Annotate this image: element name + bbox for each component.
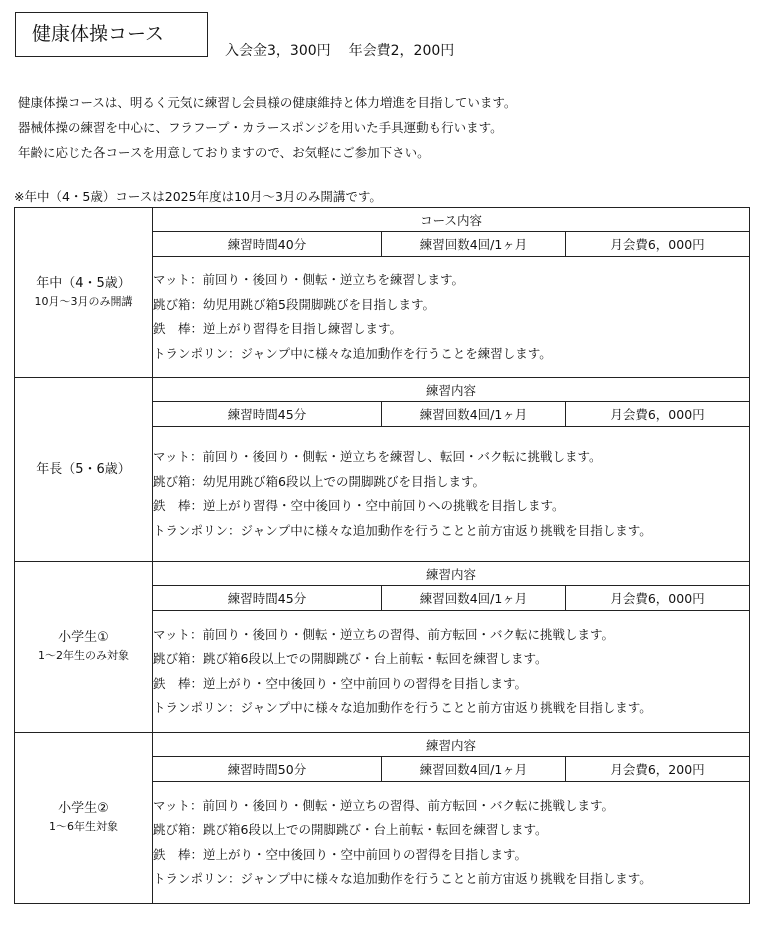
- course-content-header: コース内容: [153, 208, 750, 232]
- course-details: [153, 611, 750, 733]
- monthly-fee: 月会費6，000円: [566, 232, 750, 257]
- annual-fee: 年会費2，200円: [348, 43, 455, 59]
- monthly-fee: 月会費6，000円: [566, 402, 750, 427]
- course-subtitle: 1～6年生対象: [49, 820, 118, 833]
- course-name-cell: [15, 378, 153, 562]
- course-details: [153, 257, 750, 378]
- detail-trampoline: トランポリン：ジャンプ中に様々な追加動作を行うことと前方宙返り挑戦を目指します。: [153, 871, 652, 886]
- detail-trampoline: トランポリン：ジャンプ中に様々な追加動作を行うことを練習します。: [153, 345, 552, 361]
- course-subtitle: 1～2年生のみ対象: [38, 649, 129, 662]
- intro-line: 年齢に応じた各コースを用意しておりますので、お気軽にご参加下さい。: [18, 145, 430, 160]
- course-header-row: [15, 378, 750, 402]
- course-name: 年長（5・6歳）: [36, 461, 131, 477]
- course-name: 年中（4・5歳）: [36, 275, 131, 291]
- detail-vault: 跳び箱：幼児用跳び箱5段開脚跳びを目指します。: [153, 296, 435, 312]
- page-title: 健康体操コース: [15, 12, 208, 57]
- detail-trampoline: トランポリン：ジャンプ中に様々な追加動作を行うことと前方宙返り挑戦を目指します。: [153, 700, 652, 715]
- course-content-header: 練習内容: [153, 562, 750, 586]
- detail-mat: マット：前回り・後回り・側転・逆立ちの習得、前方転回・バク転に挑戦します。: [153, 797, 615, 813]
- course-header-row: [15, 208, 750, 232]
- schedule-note: ※年中（4・5歳）コースは2025年度は10月～3月のみ開講です。: [14, 189, 382, 204]
- detail-bar: 鉄 棒：逆上がり習得・空中後回り・空中前回りへの挑戦を目指します。: [153, 498, 565, 513]
- course-name-cell: [15, 733, 153, 904]
- detail-bar: 鉄 棒：逆上がり習得を目指し練習します。: [153, 321, 403, 336]
- course-content-header: 練習内容: [153, 378, 750, 402]
- practice-time: 練習時間45分: [153, 402, 382, 427]
- detail-vault: 跳び箱：跳び箱6段以上での開脚跳び・台上前転・転回を練習します。: [153, 822, 548, 837]
- course-details: [153, 427, 750, 562]
- course-header-row: [15, 562, 750, 586]
- detail-vault: 跳び箱：幼児用跳び箱6段以上での開脚跳びを目指します。: [153, 473, 485, 489]
- course-header-row: [15, 733, 750, 757]
- intro-line: 器械体操の練習を中心に、フラフープ・カラースポンジを用いた手具運動も行います。: [18, 120, 503, 135]
- practice-count: 練習回数4回/1ヶ月: [382, 232, 566, 257]
- detail-mat: マット：前回り・後回り・側転・逆立ちを練習します。: [153, 272, 465, 287]
- detail-mat: マット：前回り・後回り・側転・逆立ちを練習し、転回・バク転に挑戦します。: [153, 449, 602, 464]
- detail-trampoline: トランポリン：ジャンプ中に様々な追加動作を行うことと前方宙返り挑戦を目指します。: [153, 522, 652, 538]
- practice-count: 練習回数4回/1ヶ月: [382, 757, 566, 782]
- detail-bar: 鉄 棒：逆上がり・空中後回り・空中前回りの習得を目指します。: [153, 846, 528, 862]
- detail-bar: 鉄 棒：逆上がり・空中後回り・空中前回りの習得を目指します。: [153, 675, 528, 691]
- course-table: [14, 207, 750, 904]
- course-name: 小学生①: [58, 630, 109, 645]
- practice-time: 練習時間40分: [153, 232, 382, 257]
- entry-fee: 入会金3，300円: [225, 43, 331, 59]
- practice-time: 練習時間45分: [153, 586, 382, 611]
- practice-time: 練習時間50分: [153, 757, 382, 782]
- fees-line: [225, 40, 454, 60]
- practice-count: 練習回数4回/1ヶ月: [382, 586, 566, 611]
- intro-text: [18, 90, 516, 165]
- monthly-fee: 月会費6，200円: [566, 757, 750, 782]
- course-name: 小学生②: [58, 801, 109, 816]
- course-subtitle: 10月～3月のみ開講: [34, 294, 133, 308]
- detail-vault: 跳び箱：跳び箱6段以上での開脚跳び・台上前転・転回を練習します。: [153, 651, 548, 666]
- course-name-cell: [15, 562, 153, 733]
- monthly-fee: 月会費6，000円: [566, 586, 750, 611]
- detail-mat: マット：前回り・後回り・側転・逆立ちの習得、前方転回・バク転に挑戦します。: [153, 626, 615, 642]
- course-content-header: 練習内容: [153, 733, 750, 757]
- course-details: [153, 782, 750, 904]
- practice-count: 練習回数4回/1ヶ月: [382, 402, 566, 427]
- course-name-cell: [15, 208, 153, 378]
- intro-line: 健康体操コースは、明るく元気に練習し会員様の健康維持と体力増進を目指しています。: [18, 95, 517, 110]
